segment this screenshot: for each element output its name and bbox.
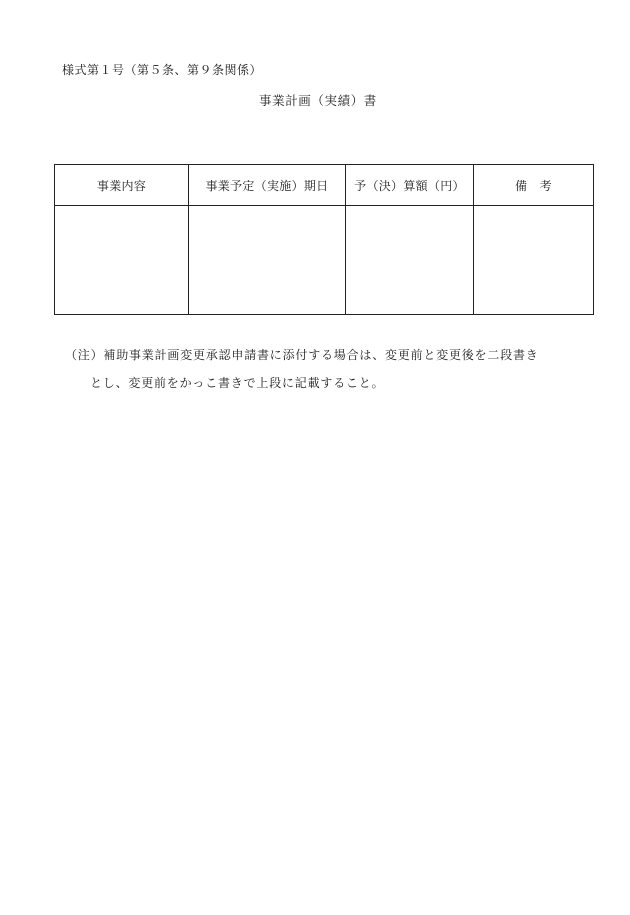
cell-schedule-date (189, 206, 346, 315)
document-title: 事業計画（実績）書 (259, 93, 377, 108)
plan-table (54, 164, 594, 315)
cell-budget-amount (346, 206, 474, 315)
header-schedule-date: 事業予定（実施）期日 (189, 165, 346, 206)
note-line-1: （注）補助事業計画変更承認申請書に添付する場合は、変更前と変更後を二段書き (65, 348, 539, 362)
cell-project-content (55, 206, 189, 315)
header-budget-amount: 予（決）算額（円） (346, 165, 474, 206)
table-header-row (55, 165, 594, 206)
table-row (55, 206, 594, 315)
form-number: 様式第１号（第５条、第９条関係） (62, 63, 263, 77)
header-remarks: 備 考 (474, 165, 594, 206)
header-project-content: 事業内容 (55, 165, 189, 206)
note-line-2: とし、変更前をかっこ書きで上段に記載すること。 (90, 376, 385, 390)
cell-remarks (474, 206, 594, 315)
